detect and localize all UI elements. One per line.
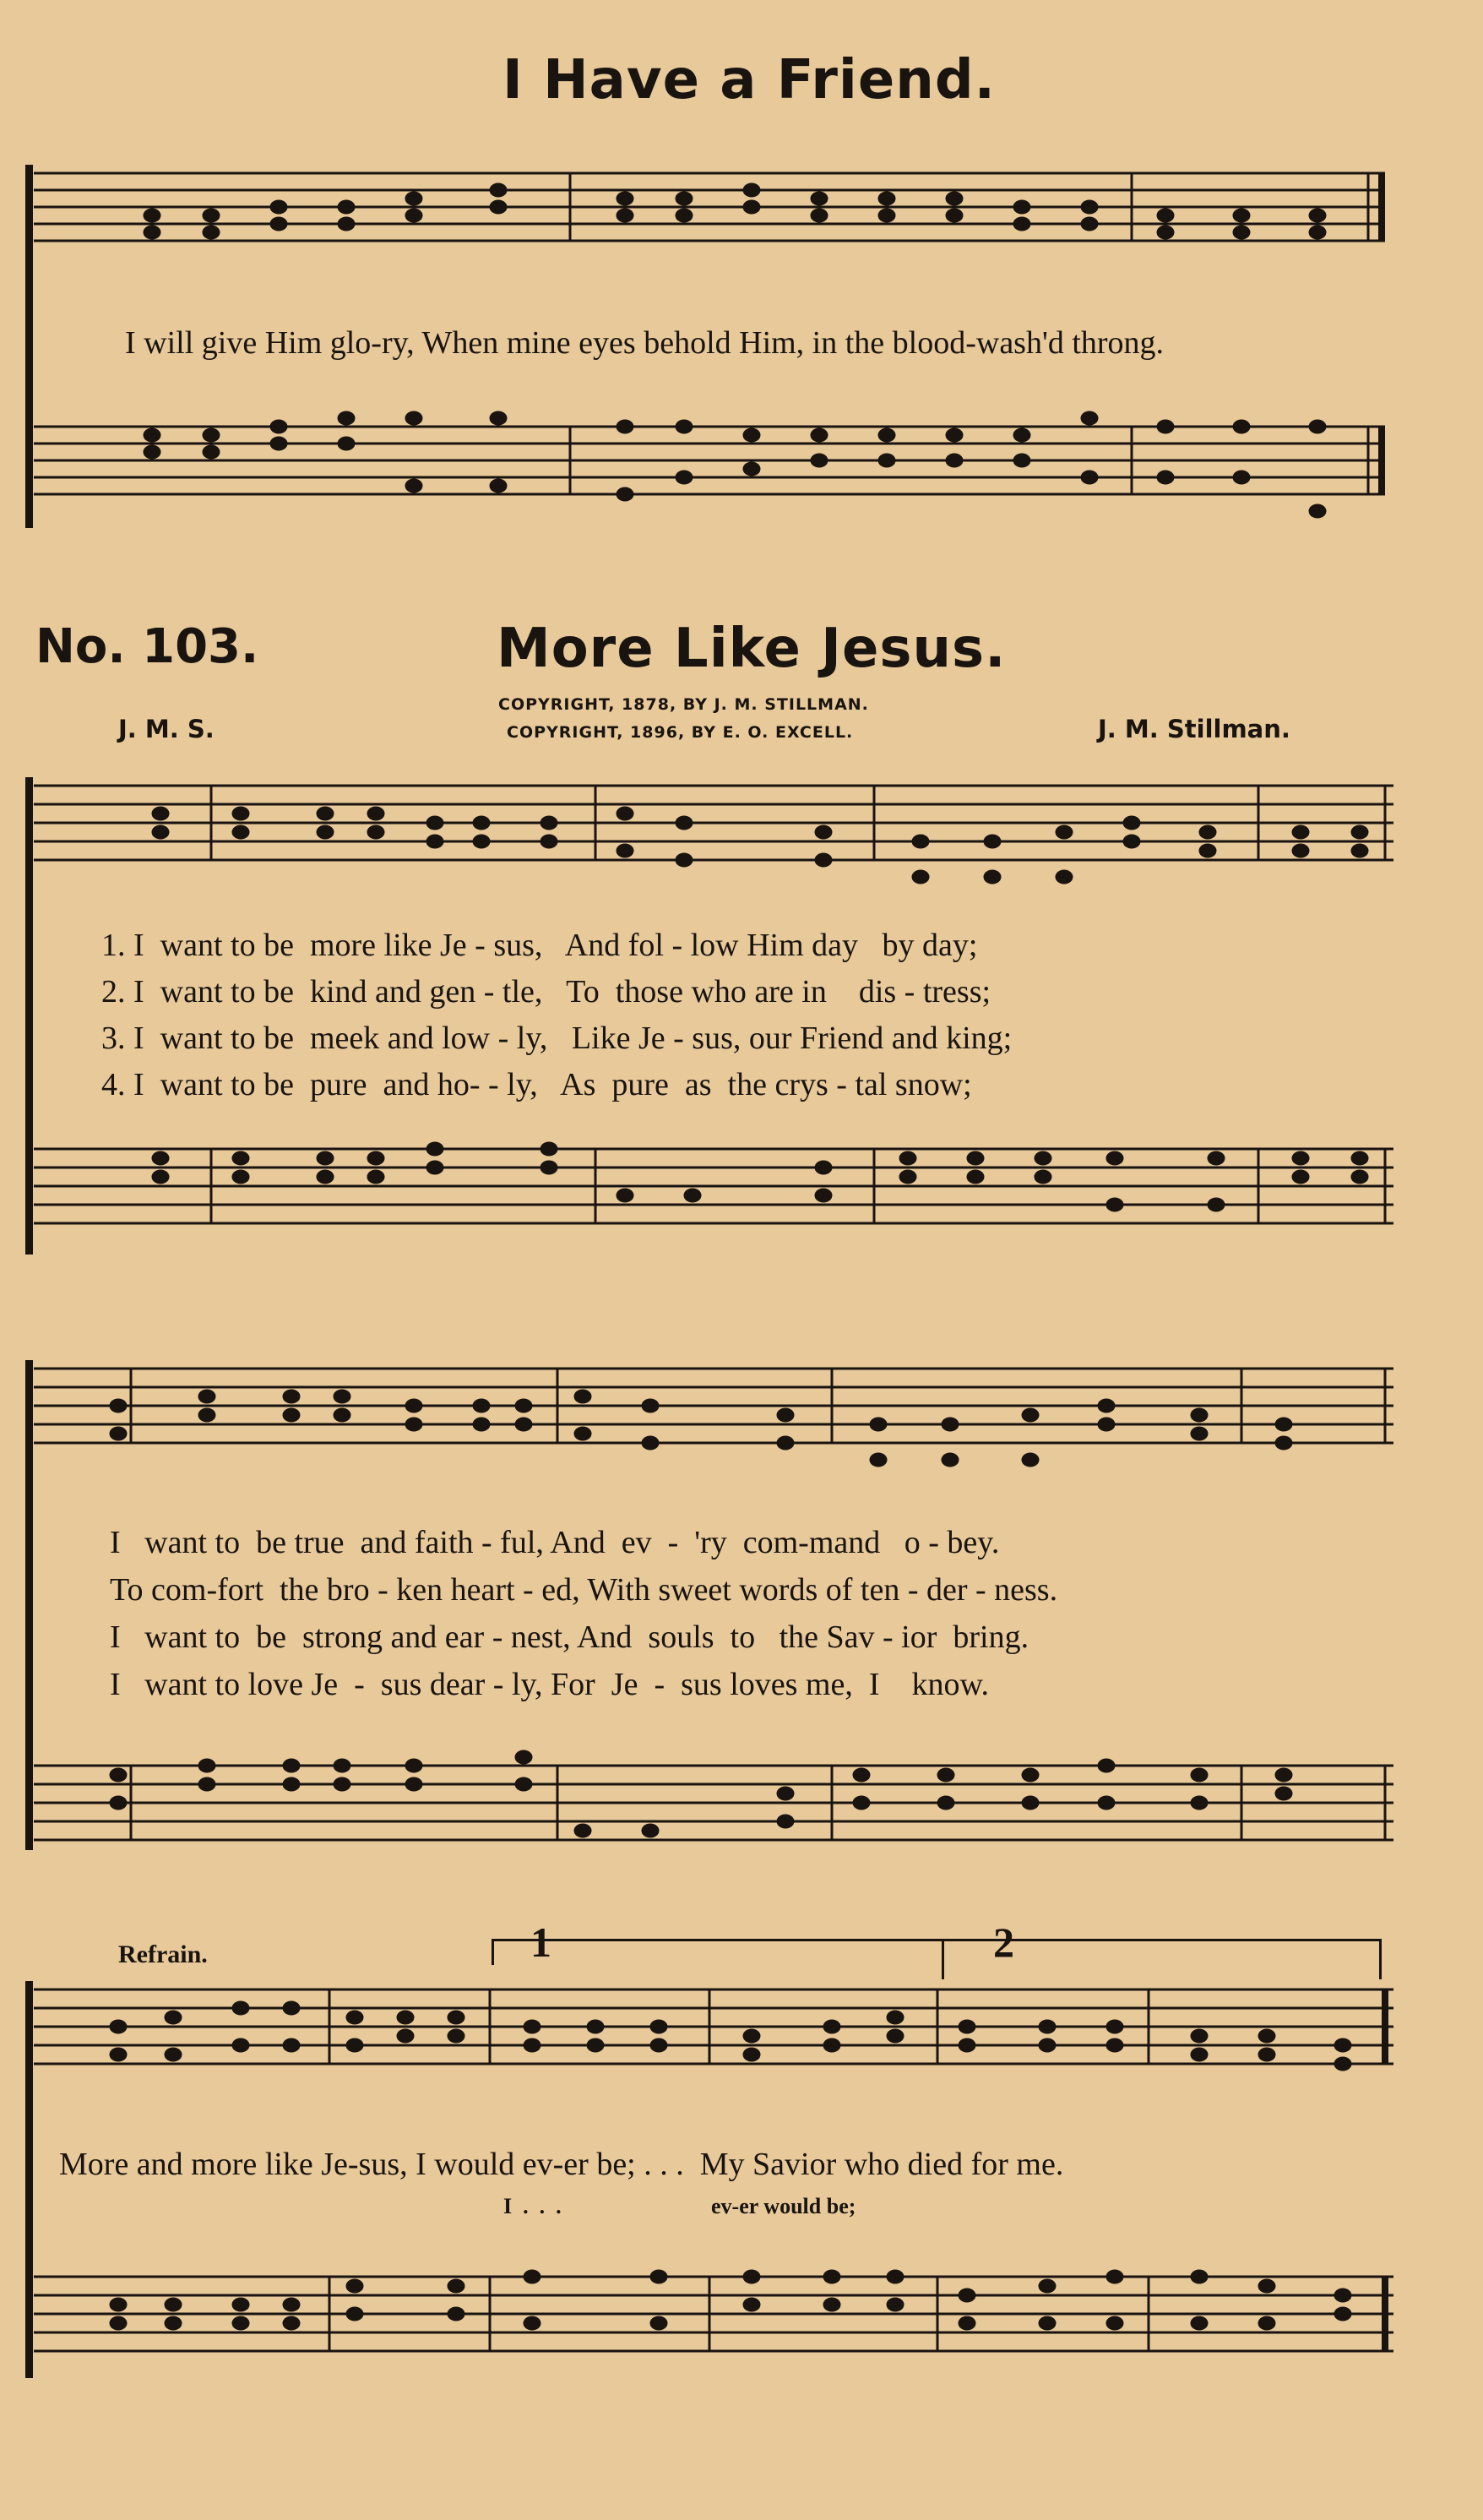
system-bracket [25,777,33,1255]
hymn-number: No. 103. [35,619,259,674]
volta-1-bracket [492,1939,945,1965]
verse-row-2: 2. I want to be kind and gen - tle, To those who are in dis - tress; [101,974,991,1010]
verse-row-4: I want to love Je - sus dear - ly, For Je - sus loves me, I know. [110,1667,989,1702]
copyright-line-2: COPYRIGHT, 1896, BY E. O. EXCELL. [507,723,854,742]
verse-row-4: 4. I want to be pure and ho- - ly, As pure as the crys - tal snow; [101,1067,972,1102]
words-credit: J. M. S. [118,715,215,743]
refrain-sub-lyric-a: I . . . [503,2194,562,2218]
system-bracket [25,1360,33,1850]
verses-line-2 [110,1527,1057,1716]
prev-hymn-title: I Have a Friend. [502,49,996,112]
verse-row-2: To com-fort the bro - ken heart - ed, With sweet words of ten - der - ness. [110,1572,1058,1608]
copyright-line-1: COPYRIGHT, 1878, BY J. M. STILLMAN. [498,695,869,714]
system-bracket [25,1981,33,2378]
prev-hymn-lyric: I will give Him glo-ry, When mine eyes behold Him, in the blood-wash'd throng. [125,325,1165,361]
volta-1-number: 1 [530,1919,551,1966]
verse-row-3: 3. I want to be meek and low - ly, Like Je - sus, our Friend and king; [101,1021,1013,1056]
refrain-sub-lyric-b: ev-er would be; [711,2194,856,2218]
verse-row-1: 1. I want to be more like Je - sus, And fol - low Him day by day; [101,928,978,963]
hymn-title: More Like Jesus. [497,618,1007,680]
verse-row-3: I want to be strong and ear - nest, And souls to the Sav - ior bring. [110,1619,1029,1655]
volta-2-number: 2 [993,1919,1014,1966]
verses-line-1 [101,929,1012,1115]
refrain-lyric: More and more like Je-sus, I would ev-er be; . . . My Savior who died for me. [59,2147,1064,2182]
system-bracket [25,165,33,528]
music-credit: J. M. Stillman. [1098,715,1290,743]
verse-row-1: I want to be true and faith - ful, And ev - 'ry com-mand o - bey. [110,1525,1000,1560]
refrain-label: Refrain. [118,1940,208,1968]
